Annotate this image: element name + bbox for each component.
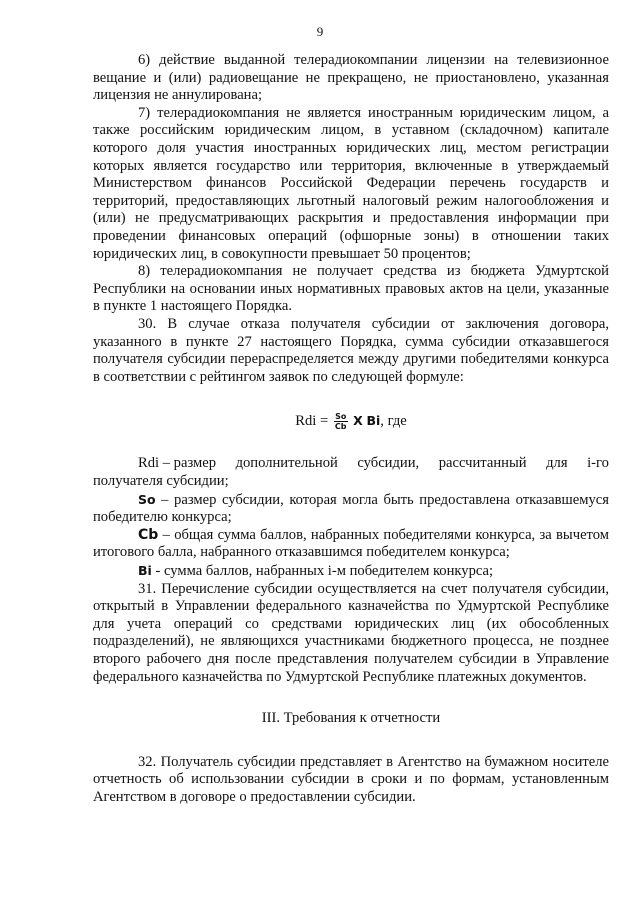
formula-definitions [93,455,609,580]
formula-bi: Bi [366,413,381,429]
rdi-word: субсидии, [357,455,420,472]
paragraph-item-8: 8) телерадиокомпания не получает средства из бюджета Удмуртской Республики на основании иных нормативных правовых актов на цели, указанные в пункте 1 настоящего Порядка. [93,263,609,315]
so-symbol: So [138,491,156,507]
definition-bi [93,562,609,581]
rdi-word: для [546,455,568,472]
rdi-word: Rdi – размер [138,455,217,472]
redistribution-formula [93,411,609,431]
formula-times-sign: X [353,413,363,429]
bi-text: - сумма баллов, набранных i-м победителем конкурса; [151,563,494,579]
formula-denominator: Cb [334,422,347,432]
rdi-word: рассчитанный [438,455,527,472]
bi-symbol: Bi [138,563,152,578]
definition-rdi-line-1 [93,455,609,473]
formula-numerator: So [335,412,347,422]
formula-fraction [334,412,348,431]
document-body [93,52,609,807]
paragraph-30: 30. В случае отказа получателя субсидии от заключения договора, указанного в пункте 27 настоящего Порядка, сумма субсидии отказавшегося получателя субсидии перераспределяется между другими победителями конкурса в соответствии с рейтингом заявок по следующей формуле: [93,315,609,385]
definition-cb [93,527,609,562]
paragraph-31: 31. Перечисление субсидии осуществляется на счет получателя субсидии, открытый в Управлении федерального казначейства по Удмуртской Республике для учета операций со средствами юридических лиц (их обособленных подразделений), не являющихся участниками бюджетного процесса, не позднее второго рабочего дня после представления получателем субсидии в Управление федерального казначейства по Удмуртской Республике платежных документов. [93,580,609,685]
definition-so [93,491,609,527]
paragraph-item-7: 7) телерадиокомпания не является иностранным юридическим лицом, а также российским юридическим лицом, в уставном (складочном) капитале которого доля участия иностранных юридических лиц, местом регистрации которых является государство или территория, включенные в утверждаемый Министерством финансов Российской Федерации перечень государств и территорий, предоставляющих льготный налоговый режим налогообложения и (или) не предусматривающих раскрытия и предоставления информации при проведении финансовых операций (офшорные зоны) в отношении таких юридических лиц, в совокупности превышает 50 процентов; [93,104,609,262]
formula-lhs: Rdi = [295,413,329,430]
page-number: 9 [316,24,324,39]
definition-rdi-line-2: получателя субсидии; [93,473,229,490]
paragraph-32: 32. Получатель субсидии представляет в Агентство на бумажном носителе отчетность об использовании субсидии в сроки и по формам, установленным Агентством в договоре о предоставлении субсидии. [93,753,609,805]
so-text: – размер субсидии, которая могла быть предоставлена отказавшемуся победителю конкурса; [93,491,609,526]
section-heading: III. Требования к отчетности [261,710,441,727]
paragraph-item-6: 6) действие выданной телерадиокомпании лицензии на телевизионное вещание и (или) радиовещание не прекращено, не приостановлено, указанная лицензия не аннулирована; [93,52,609,104]
cb-text: – общая сумма баллов, набранных победителями конкурса, за вычетом итогового балла, набранного отказавшимся победителем конкурса; [93,526,609,561]
cb-symbol: Cb [138,526,159,543]
rdi-word: дополнительной [235,455,338,472]
rdi-word: i-го [587,455,609,472]
formula-tail: , где [380,413,407,430]
